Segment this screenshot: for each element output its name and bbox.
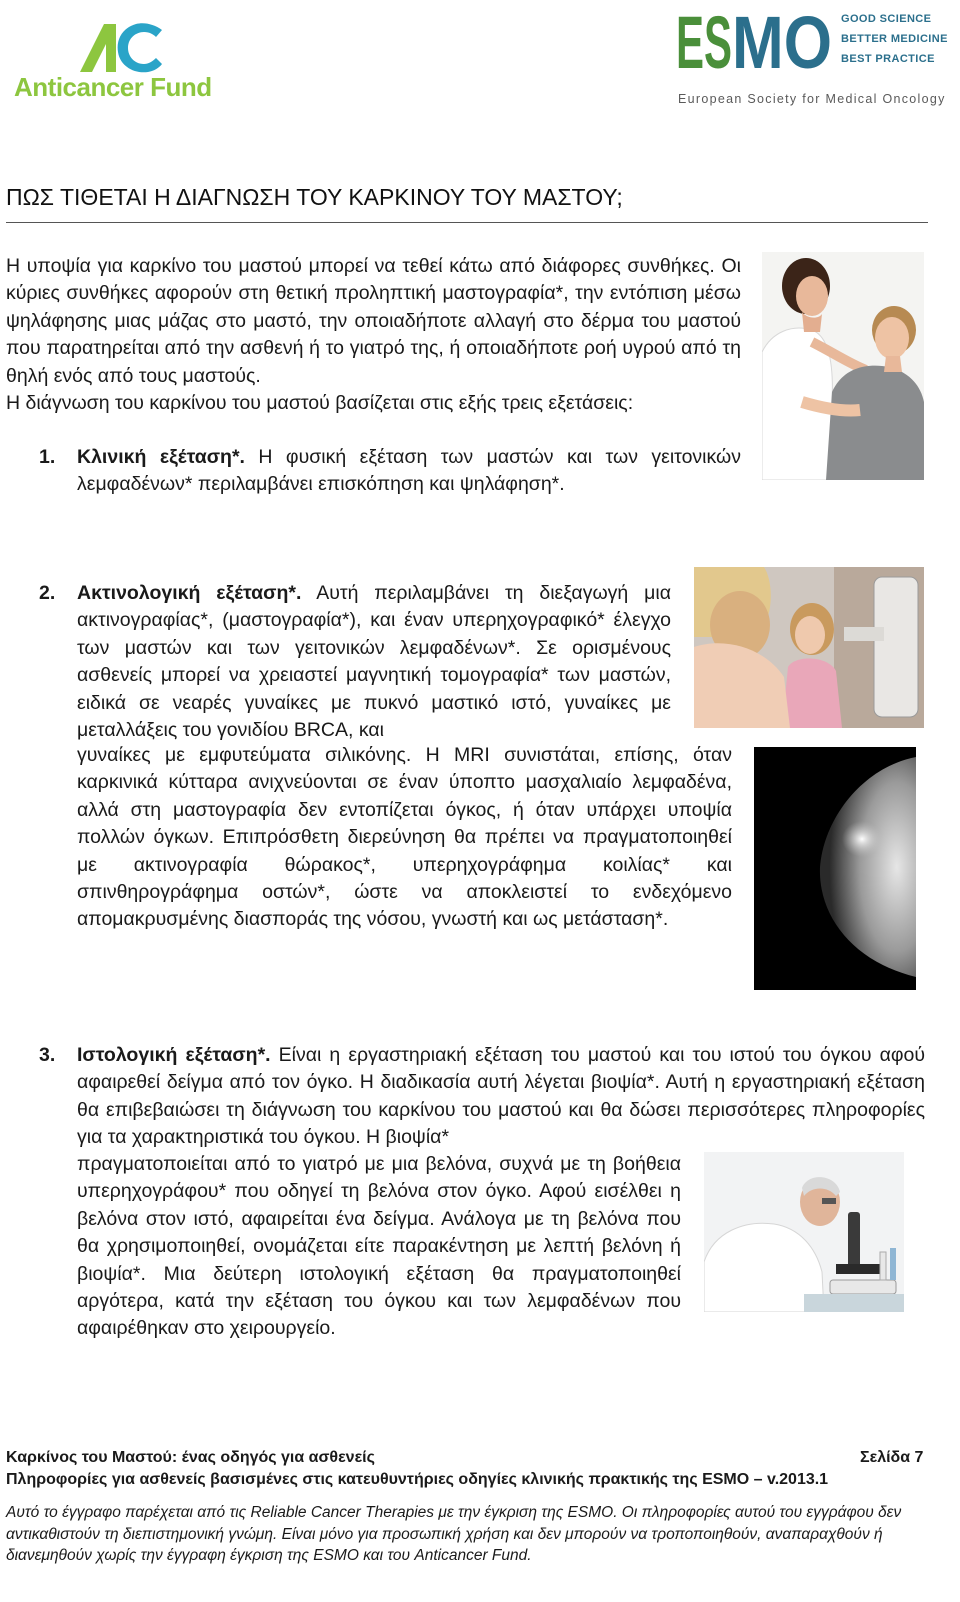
anticancer-fund-name: Anticancer Fund bbox=[14, 72, 212, 102]
footer-guidelines-note: Πληροφορίες για ασθενείς βασισμένες στις κατευθυντήριες οδηγίες κλινικής πρακτικής της ESMO – v.2013.1 bbox=[6, 1471, 829, 1488]
intro-summary: Η διάγνωση του καρκίνου του μαστού βασίζεται στις εξής τρεις εξετάσεις: bbox=[6, 392, 634, 414]
title-divider bbox=[6, 222, 928, 223]
mammography-photo bbox=[694, 567, 924, 728]
item-1-text bbox=[77, 444, 741, 499]
mammogram-xray-image bbox=[754, 747, 916, 990]
item-1-heading: Κλινική εξέταση*. bbox=[77, 446, 245, 468]
page-number: Σελίδα 7 bbox=[860, 1449, 924, 1466]
esmo-logo bbox=[676, 6, 948, 110]
esmo-tagline-1: GOOD SCIENCE bbox=[841, 13, 932, 25]
svg-text:ES: ES bbox=[676, 6, 732, 74]
item-3-number: 3. bbox=[39, 1044, 56, 1066]
item-2-text-top bbox=[77, 580, 671, 744]
anticancer-fund-mark-icon bbox=[76, 22, 166, 74]
item-3-body-top: Είναι η εργαστηριακή εξέταση του μαστού και του ιστού του όγκου αφού αφαιρεθεί δείγμα από τον όγκο. Η διαδικασία αυτή λέγεται βιοψία*. Αυτή η εργαστηριακή εξέταση θα επιβεβαιώσει τη διάγνωση του καρκίνου του μαστού και θα δώσει περισσότερες πληροφορίες για τα χαρακτηριστικά του όγκου. Η βιοψία* bbox=[77, 1044, 925, 1149]
footer-disclaimer: Αυτό το έγγραφο παρέχεται από τις Reliable Cancer Therapies με την έγκριση της ESMO. Οι πληροφορίες αυτού του εγγράφου δεν αντικαθιστούν τη διεπιστημονική γνώμη. Είναι μόνο για προσωπική χρήση και δεν μπορούν να τροποποιηθούν, αναπαραχθούν ή διανεμηθούν χωρίς την έγγραφη έγκριση της ESMO και του Anticancer Fund. bbox=[6, 1504, 902, 1565]
microscope-scientist-photo bbox=[704, 1152, 904, 1312]
esmo-tagline-2: BETTER MEDICINE bbox=[841, 33, 948, 45]
page-title: ΠΩΣ ΤΙΘΕΤΑΙ Η ΔΙΑΓΝΩΣΗ ΤΟΥ ΚΑΡΚΙΝΟΥ ΤΟΥ ΜΑΣΤΟΥ; bbox=[6, 184, 623, 210]
item-1-number: 1. bbox=[39, 446, 56, 468]
item-3-text-bottom: πραγματοποιείται από το γιατρό με μια βελόνα, συχνά με τη βοήθεια υπερηχογράφου* που οδηγεί τη βελόνα στον όγκο. Αφού εισέλθει η βελόνα στον ιστό, αφαιρείται ένα δείγμα. Ανάλογα με τη βελόνα που θα χρησιμοποιηθεί, ονομάζεται είτε παρακέντηση με λεπτή βελόνη ή βιοψία*. Μια δεύτερη ιστολογική εξέταση θα πραγματοποιηθεί αργότερα, κατά την εξέταση του όγκου και των λεμφαδένων που αφαιρέθηκαν στο χειρουργείο. bbox=[77, 1153, 681, 1340]
footer-guide-title: Καρκίνος του Μαστού: ένας οδηγός για ασθενείς bbox=[6, 1449, 375, 1466]
intro-paragraph: Η υποψία για καρκίνο του μαστού μπορεί να τεθεί κάτω από διάφορες συνθήκες. Οι κύριες συνθήκες αφορούν στη θετική προληπτική μαστογραφία*, την εντόπιση μέσω ψηλάφησης μιας μάζας στο μαστό, την οποιαδήποτε αλλαγή στο δέρμα του μαστού που παρατηρείται από την ασθενή ή το γιατρό της, ή οποιαδήποτε ροή υγρού από τη θηλή ενός από τους μαστούς. bbox=[6, 255, 741, 387]
item-2-text-bottom: γυναίκες με εμφυτεύματα σιλικόνης. Η MRI συνιστάται, επίσης, όταν καρκινικά κύτταρα ανιχνεύονται σε έναν ύποπτο μασχαλιαίο λεμφαδένα, αλλά στη μαστογραφία δεν εντοπίζεται όγκος, ή όταν υπάρχει υποψία πολλών όγκων. Επιπρόσθετη διερεύνηση θα πρέπει να πραγματοποιηθεί με ακτινογραφία θώρακος*, υπερηχογράφημα κοιλίας* και σπινθηρογράφημα οστών*, ώστε να αποκλειστεί το ενδεχόμενο απομακρυσμένης διασποράς της νόσου, γνωστή και ως μετάσταση*. bbox=[77, 744, 732, 931]
svg-text:MO: MO bbox=[732, 6, 832, 74]
item-2-body-top: Αυτή περιλαμβάνει τη διεξαγωγή μια ακτινογραφίας*, (μαστογραφία*), και έναν υπερηχογραφικό* έλεγχο των μαστών και των γειτονικών λεμφαδένων*. Σε ορισμένους ασθενείς μπορεί να χρειαστεί μαγνητική τομογραφία* των μαστών, ειδικά σε νεαρές γυναίκες με πυκνό μαστικό ιστό, γυναίκες με μεταλλάξεις του γονιδίου BRCA, και bbox=[77, 582, 671, 742]
item-2-heading: Ακτινολογική εξέταση*. bbox=[77, 582, 302, 604]
item-3-heading: Ιστολογική εξέταση*. bbox=[77, 1044, 271, 1066]
esmo-wordmark-icon bbox=[676, 6, 836, 74]
esmo-tagline-3: BEST PRACTICE bbox=[841, 53, 935, 65]
clinical-exam-photo bbox=[762, 252, 924, 480]
item-3-text-top bbox=[77, 1042, 925, 1152]
item-2-number: 2. bbox=[39, 582, 56, 604]
item-1-body: Η φυσική εξέταση των μαστών και των γειτονικών λεμφαδένων* περιλαμβάνει επισκόπηση και ψηλάφηση*. bbox=[77, 446, 741, 496]
esmo-subtitle: European Society for Medical Oncology bbox=[678, 92, 946, 106]
anticancer-fund-logo bbox=[14, 22, 224, 102]
